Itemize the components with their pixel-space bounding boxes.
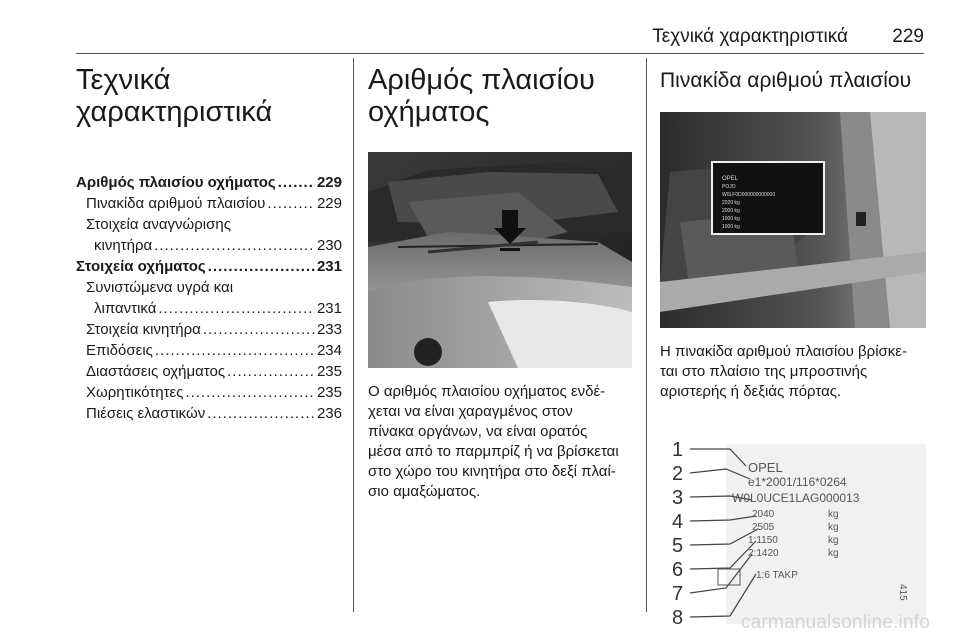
toc-leader-dots <box>154 235 315 256</box>
column-vin-plate <box>660 58 926 624</box>
toc-leader-dots <box>207 403 315 424</box>
toc-entry-page: 235 <box>316 384 342 401</box>
toc-entry[interactable] <box>76 382 342 403</box>
toc-entry-label: Στοιχεία κινητήρα <box>86 321 201 338</box>
toc-entry[interactable] <box>76 193 342 214</box>
callout-number: 8 <box>672 607 684 624</box>
toc-entry[interactable] <box>76 235 342 256</box>
plate-description <box>660 342 926 402</box>
vin-plate-image <box>660 424 926 624</box>
toc-entry-page: 233 <box>316 321 342 338</box>
toc-entry-label: λιπαντικά <box>94 300 157 317</box>
toc-entry[interactable] <box>76 403 342 424</box>
toc-entry-page: 234 <box>316 342 342 359</box>
door-plate-line: 1000 kg <box>722 216 740 222</box>
toc-entry-label: Πινακίδα αριθμού πλαισίου <box>86 195 266 212</box>
column-contents <box>76 58 342 424</box>
toc-entry-label: Χωρητικότητες <box>86 384 184 401</box>
toc-entry[interactable] <box>76 361 342 382</box>
callout-number: 1 <box>672 439 684 461</box>
toc-entry-page: 231 <box>316 300 342 317</box>
column-vin <box>368 58 632 502</box>
chapter-title <box>76 64 342 128</box>
door-frame-illustration <box>660 112 926 328</box>
vin-text-line: Ο αριθμός πλαισίου οχήματος ενδέ- <box>368 383 606 400</box>
page-header <box>0 26 960 56</box>
plate-text-line: ται στο πλαίσιο της μπροστινής <box>660 363 868 380</box>
plate-text-line: Η πινακίδα αριθμού πλαισίου βρίσκε- <box>660 343 907 360</box>
plate-unit: kg <box>828 548 839 559</box>
door-plate-line: 2020 kg <box>722 200 740 206</box>
header-rule <box>76 53 924 54</box>
toc-entry-label: Στοιχεία οχήματος <box>76 258 206 275</box>
plate-line: 2505 <box>752 522 775 533</box>
running-title: Τεχνικά χαρακτηριστικά <box>652 26 848 47</box>
toc-entry[interactable] <box>76 340 342 361</box>
plate-line: 1:1150 <box>748 535 778 546</box>
section-title-vin <box>368 64 632 128</box>
toc-entry[interactable] <box>76 214 342 235</box>
car-hood-image <box>368 152 632 368</box>
toc-entry-page: 235 <box>316 363 342 380</box>
vin-text-line: πίνακα οργάνων, να είναι ορατός <box>368 423 588 440</box>
toc-entry-page: 231 <box>316 258 342 275</box>
toc-section-entry[interactable] <box>76 172 342 193</box>
toc-entry-page: 229 <box>316 195 342 212</box>
toc-leader-dots <box>208 256 315 277</box>
callout-number: 4 <box>672 511 684 533</box>
vin-text-line: στο χώρο του κινητήρα στο δεξί πλαί- <box>368 463 616 480</box>
plate-line: 1:6 TAKP <box>756 570 798 581</box>
column-divider-1 <box>353 58 354 612</box>
callout-number: 6 <box>672 559 684 581</box>
door-plate-line: 1000 kg <box>722 224 740 230</box>
toc-entry-label: Επιδόσεις <box>86 342 153 359</box>
vin-text-line: μέσα από το παρμπρίζ ή να βρίσκεται <box>368 443 619 460</box>
plate-line: W0L0UCE1LAG000013 <box>732 491 860 505</box>
toc-entry-page: 236 <box>316 405 342 422</box>
toc-entry-label: κινητήρα <box>94 237 153 254</box>
toc-leader-dots <box>185 382 315 403</box>
section-title-vin-line-2: οχήματος <box>368 96 490 128</box>
callout-number: 3 <box>672 487 684 509</box>
chapter-title-line-1: Τεχνικά <box>76 64 171 96</box>
toc-leader-dots <box>158 298 315 319</box>
toc-entry-page: 229 <box>316 174 342 191</box>
toc-entry-label: Στοιχεία αναγνώρισης <box>86 216 231 233</box>
toc-leader-dots <box>227 361 315 382</box>
vin-plate-diagram <box>660 424 926 624</box>
toc-leader-dots <box>155 340 315 361</box>
toc-leader-dots <box>203 319 315 340</box>
section-title-plate: Πινακίδα αριθμού πλαισίου <box>660 69 912 92</box>
plate-line: e1*2001/116*0264 <box>748 475 847 489</box>
vin-description <box>368 382 632 502</box>
door-plate-line: POJO <box>722 184 736 190</box>
toc-entry[interactable] <box>76 298 342 319</box>
chapter-title-line-2: χαρακτηριστικά <box>76 96 273 128</box>
toc-leader-dots <box>278 172 315 193</box>
toc-entry[interactable] <box>76 277 342 298</box>
callout-number: 5 <box>672 535 684 557</box>
plate-unit: kg <box>828 509 839 520</box>
plate-line: 415 <box>897 584 908 601</box>
door-plate-line: OPEL <box>722 176 739 182</box>
toc-entry-page: 230 <box>316 237 342 254</box>
vin-text-line: χεται να είναι χαραγμένος στον <box>368 403 573 420</box>
callout-number: 2 <box>672 463 684 485</box>
toc-entry-label: Πιέσεις ελαστικών <box>86 405 206 422</box>
toc-entry-label: Διαστάσεις οχήματος <box>86 363 226 380</box>
section-title-vin-line-1: Αριθμός πλαισίου <box>368 64 595 96</box>
table-of-contents <box>76 172 342 424</box>
plate-unit: kg <box>828 522 839 533</box>
column-divider-2 <box>646 58 647 612</box>
toc-section-entry[interactable] <box>76 256 342 277</box>
door-plate-line: 2000 kg <box>722 208 740 214</box>
toc-entry[interactable] <box>76 319 342 340</box>
plate-line: OPEL <box>748 460 783 475</box>
plate-unit: kg <box>828 535 839 546</box>
door-frame-image <box>660 112 926 328</box>
toc-leader-dots <box>267 193 315 214</box>
page-number: 229 <box>892 26 924 47</box>
vin-text-line: σιο αμαξώματος. <box>368 483 481 500</box>
toc-entry-label: Συνιστώμενα υγρά και <box>86 279 234 296</box>
toc-entry-label: Αριθμός πλαισίου οχήματος <box>76 174 276 191</box>
car-hood-illustration <box>368 152 632 368</box>
plate-text-line: αριστερής ή δεξιάς πόρτας. <box>660 383 842 400</box>
watermark: carmanualsonline.info <box>740 612 930 633</box>
plate-line: 2040 <box>752 509 775 520</box>
door-plate-line: W0LF0D000000000000 <box>722 192 776 198</box>
plate-line: 2:1420 <box>748 548 779 559</box>
callout-number: 7 <box>672 583 684 605</box>
